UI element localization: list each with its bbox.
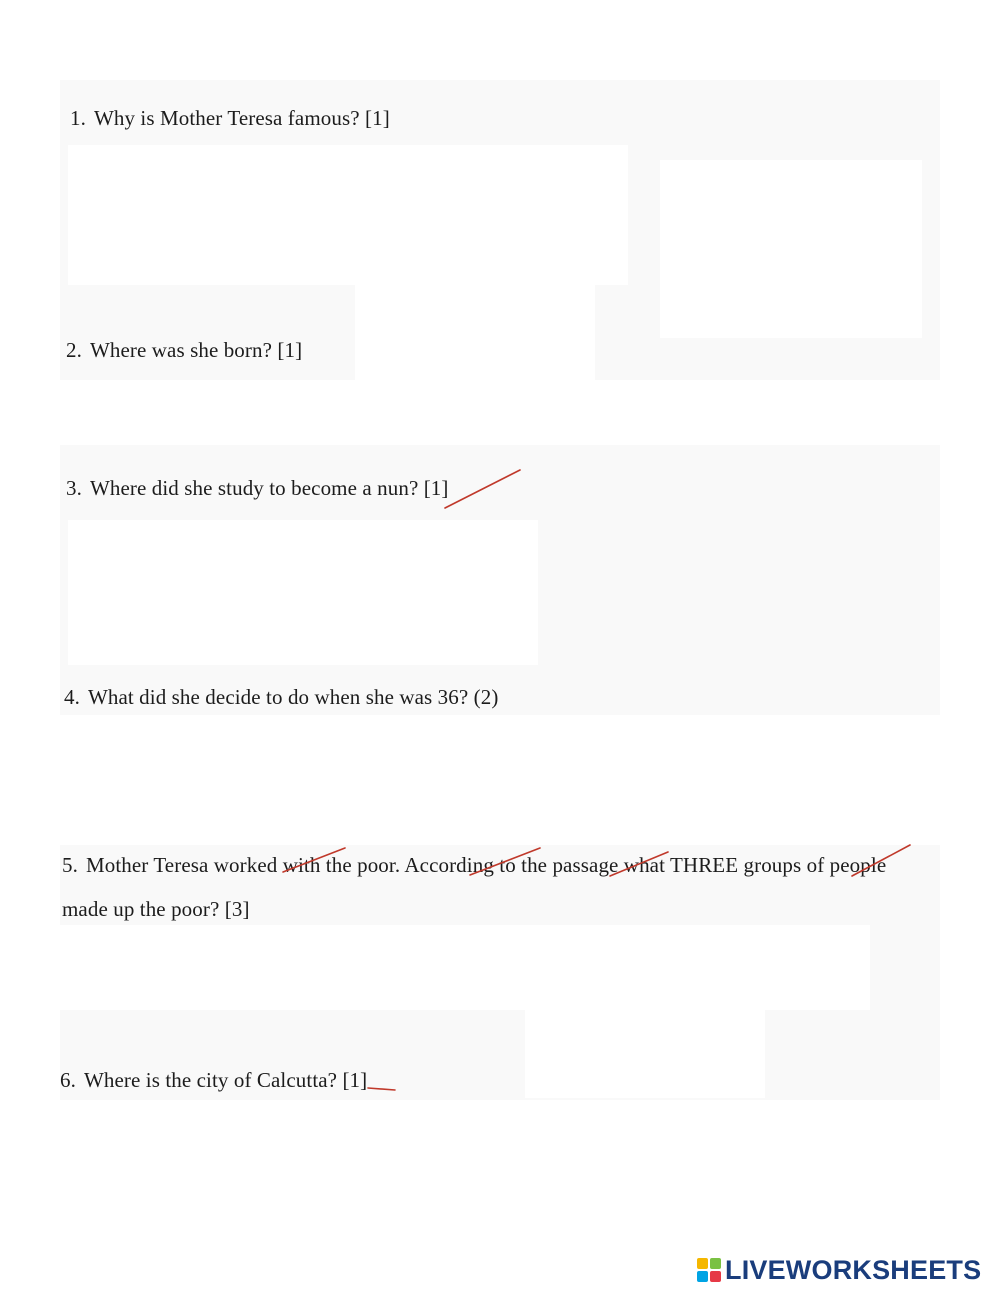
logo-tile xyxy=(710,1271,721,1282)
logo-text: LIVEWORKSHEETS xyxy=(725,1254,982,1285)
question-number: 6. xyxy=(60,1068,76,1092)
question-number: 4. xyxy=(64,685,80,709)
logo-tiles-icon xyxy=(697,1258,721,1282)
question-number: 3. xyxy=(66,476,82,500)
question-text: Where did she study to become a nun? [1] xyxy=(89,476,449,500)
question-text: What did she decide to do when she was 36? (2) xyxy=(87,685,499,709)
question-text: Where is the city of Calcutta? [1] xyxy=(83,1068,368,1092)
question-number: 2. xyxy=(66,338,82,362)
logo-tile xyxy=(697,1271,708,1282)
question-text: Why is Mother Teresa famous? [1] xyxy=(93,106,390,130)
question-text: Mother Teresa worked with the poor. According to the passage what THREE groups of people made up the poor? [3] xyxy=(62,853,887,921)
logo-tile xyxy=(697,1258,708,1269)
question-number: 1. xyxy=(70,106,86,130)
logo-tile xyxy=(710,1258,721,1269)
question-text: Where was she born? [1] xyxy=(89,338,303,362)
red-tick-mark xyxy=(610,852,668,876)
red-tick-mark xyxy=(368,1088,395,1090)
question-number: 5. xyxy=(62,853,78,877)
red-tick-mark xyxy=(852,845,910,876)
red-tick-mark xyxy=(283,848,345,872)
liveworksheets-logo xyxy=(697,1254,981,1286)
red-tick-mark xyxy=(445,470,520,508)
red-tick-mark xyxy=(470,848,540,875)
